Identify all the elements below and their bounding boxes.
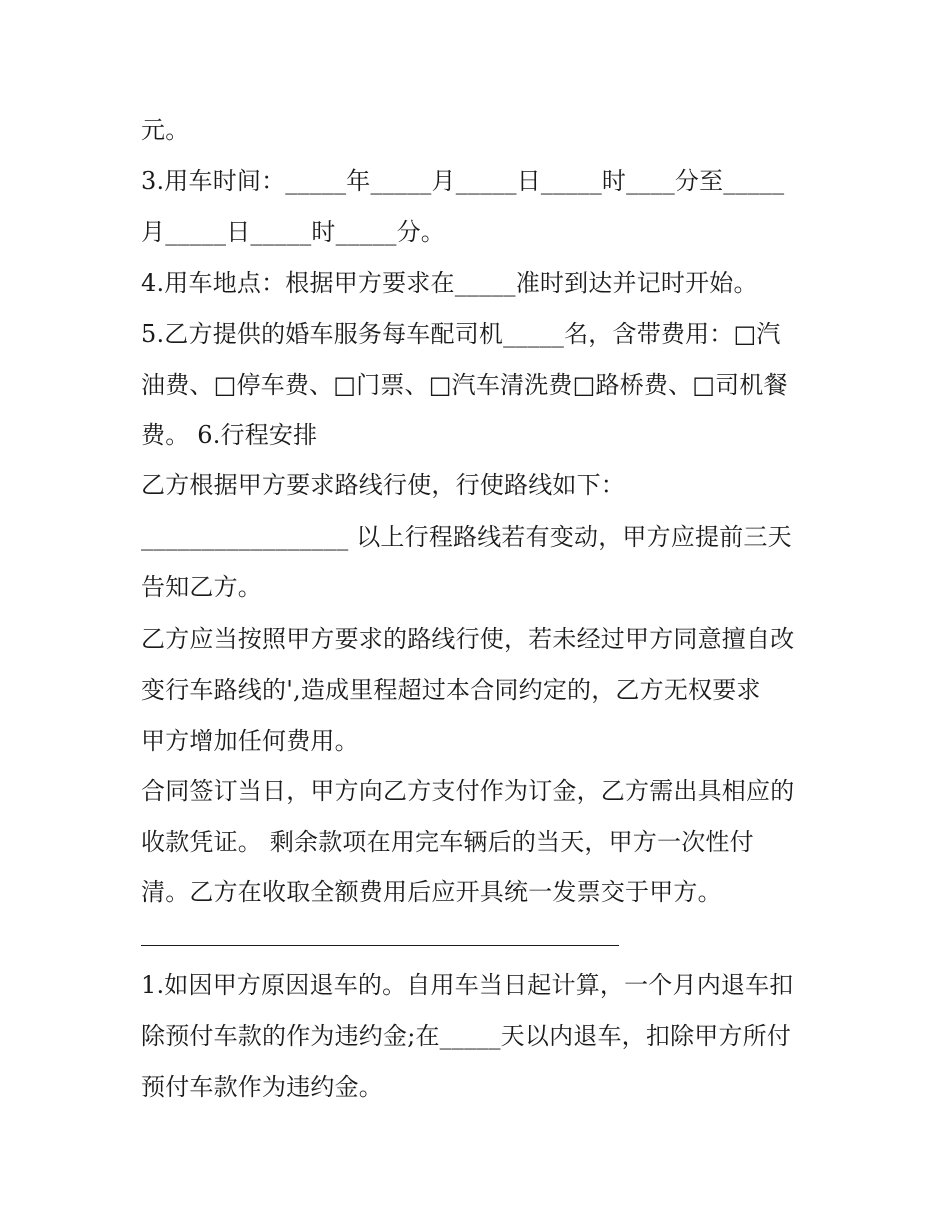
text-line-unit-yuan: 元。 [141, 116, 190, 144]
text-line-usage-location: 4.用车地点：根据甲方要求在_____准时到达并记时开始。 [141, 269, 758, 297]
text-line-route-compliance: 乙方应当按照甲方要求的路线行使，若未经过甲方同意擅自改 [141, 625, 795, 653]
text-line-notify: 告知乙方。 [141, 573, 262, 601]
text-line-route-intro: 乙方根据甲方要求路线行使，行使路线如下： [141, 471, 625, 499]
text-line-usage-time-end: 月_____日_____时_____分。 [141, 218, 445, 246]
text-line-driver-service: 5.乙方提供的婚车服务每车配司机_____名，含带费用：□汽 [141, 320, 781, 348]
text-line-cancellation: 1.如因甲方原因退车的。自用车当日起计算，一个月内退车扣 [141, 971, 794, 999]
text-line-usage-time: 3.用车时间：_____年_____月_____日_____时____分至_____ [141, 167, 785, 195]
text-line-itinerary-heading: 费。 6.行程安排 [141, 421, 318, 449]
text-line-receipt: 收款凭证。 剩余款项在用完车辆后的当天，甲方一次性付 [141, 828, 754, 856]
text-line-route-change: 变行车路线的',造成里程超过本合同约定的，乙方无权要求 [141, 676, 761, 704]
text-line-penalty: 除预付车款的作为违约金;在_____天以内退车，扣除甲方所付 [141, 1022, 792, 1050]
text-line-included-fees: 油费、□停车费、□门票、□汽车清洗费□路桥费、□司机餐 [141, 371, 788, 399]
text-line-invoice: 清。乙方在收取全额费用后应开具统一发票交于甲方。 [141, 878, 722, 906]
text-line-penalty-end: 预付车款作为违约金。 [141, 1073, 383, 1101]
text-line-route-blank: _________________ 以上行程路线若有变动，甲方应提前三天 [141, 523, 792, 551]
text-line-no-extra-fee: 甲方增加任何费用。 [141, 727, 359, 755]
text-line-deposit: 合同签订当日，甲方向乙方支付作为订金，乙方需出具相应的 [141, 777, 795, 805]
blank-underline-rule [141, 945, 619, 946]
